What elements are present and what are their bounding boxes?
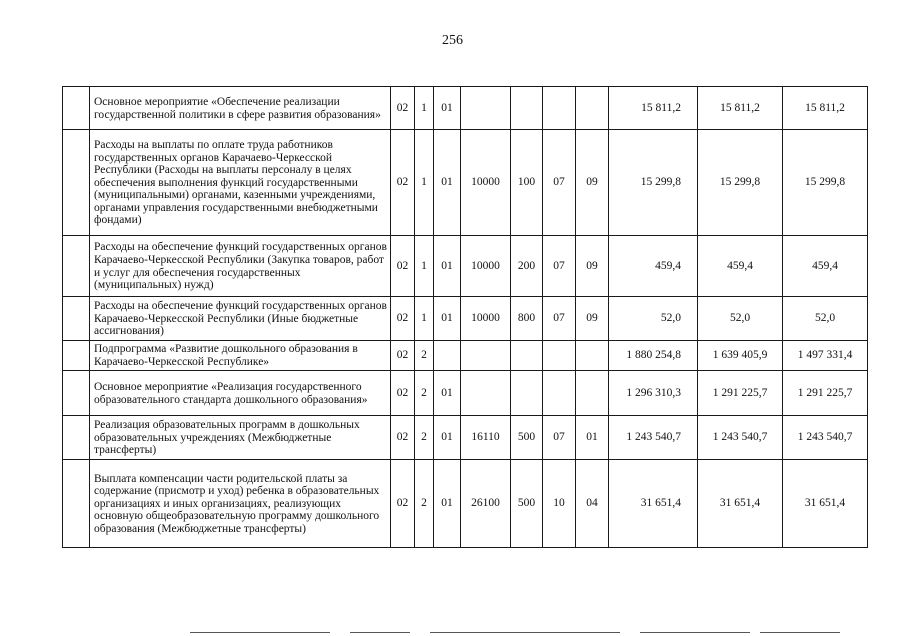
row-expense-type-code xyxy=(511,371,543,416)
row-index-cell xyxy=(63,371,90,416)
row-subsection-code: 04 xyxy=(576,460,609,548)
row-event-code: 01 xyxy=(434,87,461,130)
row-section-code: 07 xyxy=(543,236,576,297)
row-program-code: 02 xyxy=(391,416,415,460)
row-section-code xyxy=(543,341,576,371)
row-subsection-code: 09 xyxy=(576,236,609,297)
row-amount-year1: 15 811,2 xyxy=(609,87,698,130)
row-name: Основное мероприятие «Реализация государственного образовательного стандарта дошкольного образования» xyxy=(90,371,391,416)
row-index-cell xyxy=(63,236,90,297)
row-program-code: 02 xyxy=(391,87,415,130)
row-amount-year2: 15 299,8 xyxy=(698,130,783,236)
row-amount-year3: 1 497 331,4 xyxy=(783,341,868,371)
row-subprogram-code: 2 xyxy=(415,341,434,371)
row-amount-year1: 459,4 xyxy=(609,236,698,297)
row-amount-year3: 52,0 xyxy=(783,297,868,341)
table-row xyxy=(63,416,868,460)
row-amount-year3: 15 299,8 xyxy=(783,130,868,236)
row-name: Выплата компенсации части родительской платы за содержание (присмотр и уход) ребенка в образовательных организациях и иных организациях, реализующих основную общеобразовательную программу дошкольного образования (Межбюджетные трансферты) xyxy=(90,460,391,548)
row-subsection-code: 09 xyxy=(576,297,609,341)
row-expense-type-code: 100 xyxy=(511,130,543,236)
row-event-code: 01 xyxy=(434,297,461,341)
row-amount-year1: 1 243 540,7 xyxy=(609,416,698,460)
row-amount-year2: 15 811,2 xyxy=(698,87,783,130)
row-section-code xyxy=(543,87,576,130)
row-amount-year2: 1 291 225,7 xyxy=(698,371,783,416)
row-index-cell xyxy=(63,460,90,548)
bottom-rule xyxy=(640,632,750,633)
row-section-code: 07 xyxy=(543,130,576,236)
row-direction-code xyxy=(461,341,511,371)
table-row xyxy=(63,87,868,130)
row-program-code: 02 xyxy=(391,341,415,371)
row-subprogram-code: 1 xyxy=(415,297,434,341)
row-section-code: 07 xyxy=(543,416,576,460)
row-section-code xyxy=(543,371,576,416)
row-section-code: 07 xyxy=(543,297,576,341)
bottom-rule xyxy=(190,632,330,633)
row-expense-type-code: 500 xyxy=(511,416,543,460)
row-index-cell xyxy=(63,130,90,236)
budget-table xyxy=(62,86,868,548)
row-direction-code xyxy=(461,87,511,130)
bottom-rule xyxy=(760,632,840,633)
row-section-code: 10 xyxy=(543,460,576,548)
table-row xyxy=(63,341,868,371)
row-amount-year3: 1 243 540,7 xyxy=(783,416,868,460)
row-subprogram-code: 1 xyxy=(415,236,434,297)
row-subsection-code xyxy=(576,371,609,416)
table-row xyxy=(63,130,868,236)
row-program-code: 02 xyxy=(391,297,415,341)
row-event-code xyxy=(434,341,461,371)
row-expense-type-code: 500 xyxy=(511,460,543,548)
row-event-code: 01 xyxy=(434,371,461,416)
row-program-code: 02 xyxy=(391,371,415,416)
row-name: Расходы на обеспечение функций государственных органов Карачаево-Черкесской Республики (Закупка товаров, работ и услуг для обеспечения государственных (муниципальных) нужд) xyxy=(90,236,391,297)
row-amount-year2: 31 651,4 xyxy=(698,460,783,548)
row-expense-type-code: 200 xyxy=(511,236,543,297)
row-expense-type-code: 800 xyxy=(511,297,543,341)
bottom-rule xyxy=(430,632,620,633)
row-name: Расходы на обеспечение функций государственных органов Карачаево-Черкесской Республики (Иные бюджетные ассигнования) xyxy=(90,297,391,341)
row-program-code: 02 xyxy=(391,460,415,548)
row-name: Расходы на выплаты по оплате труда работников государственных органов Карачаево-Черкесской Республики (Расходы на выплаты персоналу в целях обеспечения выполнения функций государственными (муниципальными) органами, казенными учреждениями, органами управления государственными внебюджетными фондами) xyxy=(90,130,391,236)
row-amount-year3: 15 811,2 xyxy=(783,87,868,130)
row-amount-year1: 15 299,8 xyxy=(609,130,698,236)
table-row xyxy=(63,297,868,341)
row-direction-code: 26100 xyxy=(461,460,511,548)
row-amount-year2: 52,0 xyxy=(698,297,783,341)
row-subsection-code: 09 xyxy=(576,130,609,236)
row-amount-year2: 459,4 xyxy=(698,236,783,297)
row-amount-year3: 31 651,4 xyxy=(783,460,868,548)
row-expense-type-code xyxy=(511,87,543,130)
page-number: 256 xyxy=(442,33,463,48)
row-amount-year1: 31 651,4 xyxy=(609,460,698,548)
row-subprogram-code: 1 xyxy=(415,130,434,236)
row-subprogram-code: 2 xyxy=(415,460,434,548)
row-subsection-code: 01 xyxy=(576,416,609,460)
table-row xyxy=(63,371,868,416)
row-amount-year2: 1 639 405,9 xyxy=(698,341,783,371)
table-row xyxy=(63,236,868,297)
row-program-code: 02 xyxy=(391,236,415,297)
row-expense-type-code xyxy=(511,341,543,371)
row-amount-year1: 1 880 254,8 xyxy=(609,341,698,371)
row-event-code: 01 xyxy=(434,130,461,236)
row-direction-code: 16110 xyxy=(461,416,511,460)
row-event-code: 01 xyxy=(434,416,461,460)
row-amount-year2: 1 243 540,7 xyxy=(698,416,783,460)
row-index-cell xyxy=(63,416,90,460)
row-direction-code: 10000 xyxy=(461,297,511,341)
row-direction-code: 10000 xyxy=(461,236,511,297)
row-event-code: 01 xyxy=(434,460,461,548)
row-name: Основное мероприятие «Обеспечение реализации государственной политики в сфере развития образования» xyxy=(90,87,391,130)
row-name: Реализация образовательных программ в дошкольных образовательных учреждениях (Межбюджетные трансферты) xyxy=(90,416,391,460)
row-event-code: 01 xyxy=(434,236,461,297)
row-index-cell xyxy=(63,341,90,371)
row-name: Подпрограмма «Развитие дошкольного образования в Карачаево-Черкесской Республике» xyxy=(90,341,391,371)
row-amount-year3: 459,4 xyxy=(783,236,868,297)
bottom-rule xyxy=(350,632,410,633)
row-subsection-code xyxy=(576,341,609,371)
row-amount-year3: 1 291 225,7 xyxy=(783,371,868,416)
row-direction-code xyxy=(461,371,511,416)
row-subprogram-code: 2 xyxy=(415,416,434,460)
row-subprogram-code: 2 xyxy=(415,371,434,416)
row-program-code: 02 xyxy=(391,130,415,236)
row-amount-year1: 1 296 310,3 xyxy=(609,371,698,416)
row-amount-year1: 52,0 xyxy=(609,297,698,341)
row-index-cell xyxy=(63,297,90,341)
row-subprogram-code: 1 xyxy=(415,87,434,130)
table-row xyxy=(63,460,868,548)
row-subsection-code xyxy=(576,87,609,130)
row-direction-code: 10000 xyxy=(461,130,511,236)
row-index-cell xyxy=(63,87,90,130)
